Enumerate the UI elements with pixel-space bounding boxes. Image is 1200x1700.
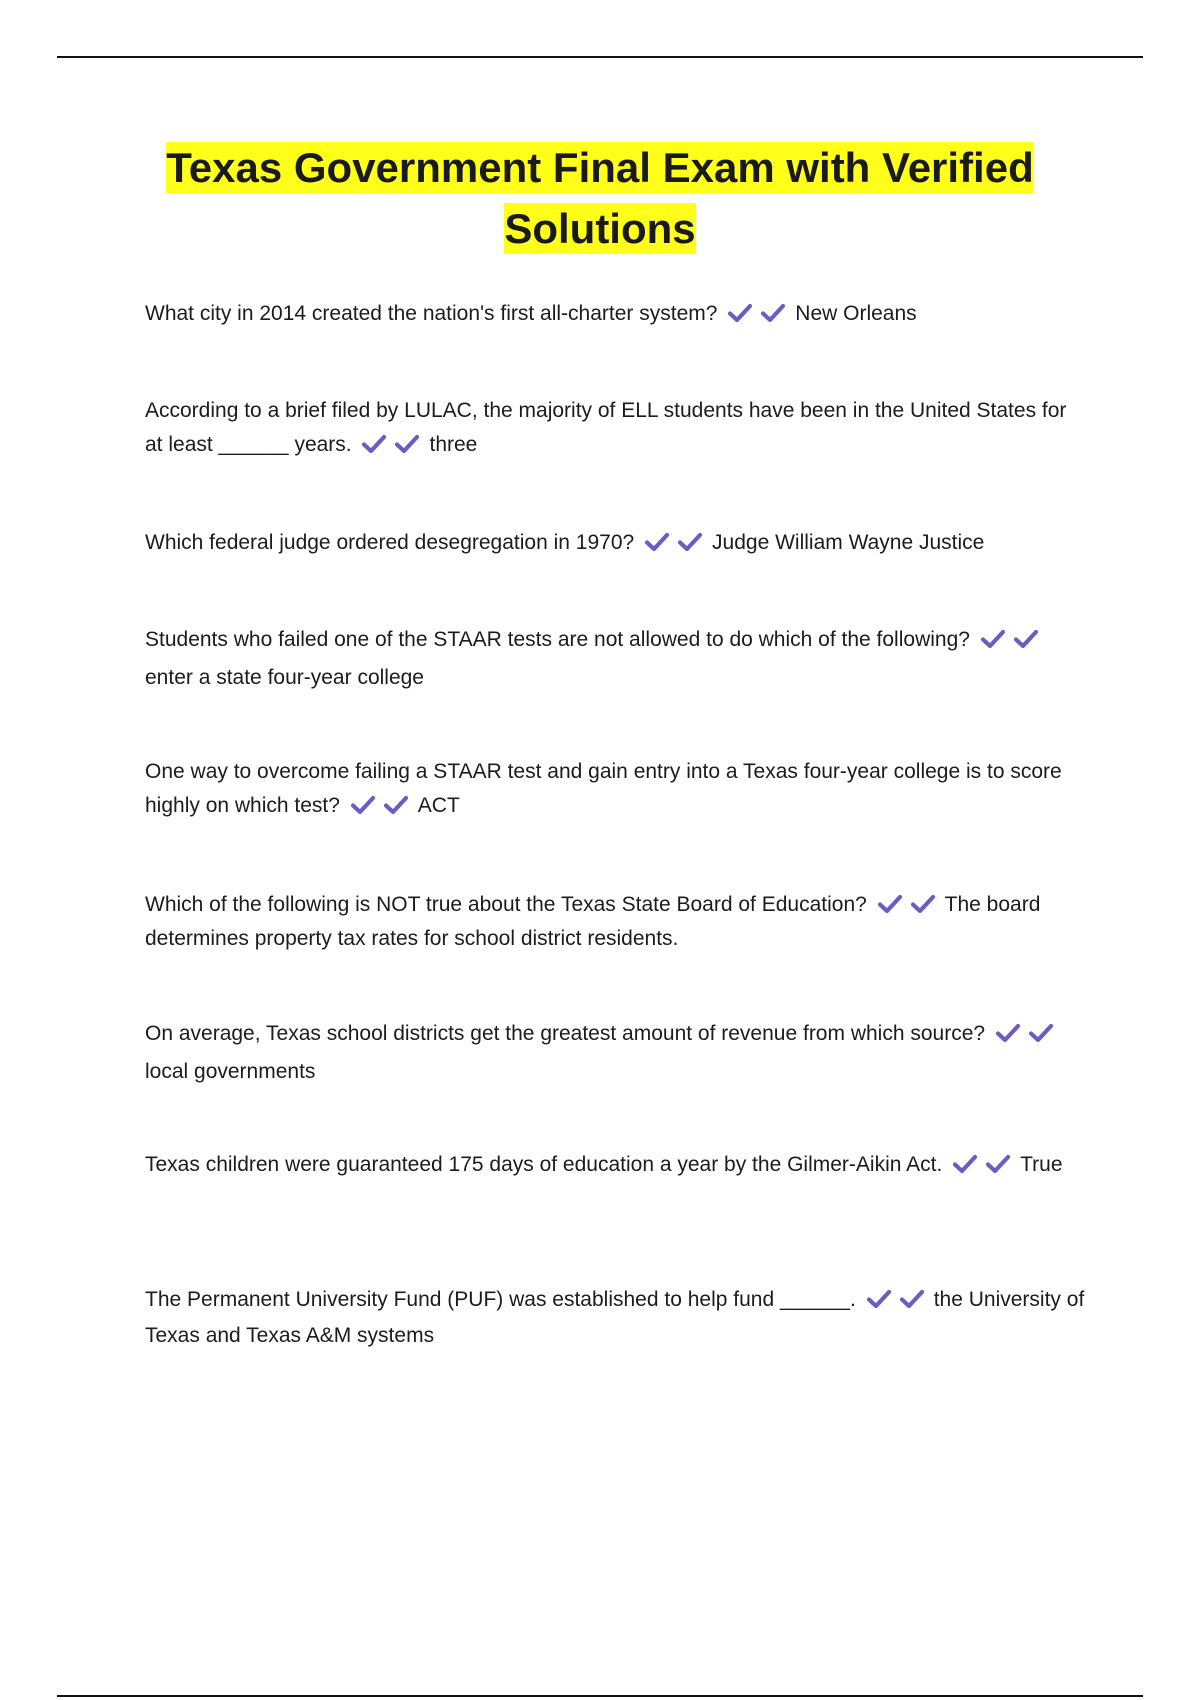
verified-checks — [727, 301, 793, 335]
qa-item — [145, 1148, 1085, 1186]
verified-checks — [952, 1152, 1018, 1186]
question-text: One way to overcome failing a STAAR test and gain entry into a Texas four-year college is to score highly on which test? — [145, 760, 1062, 817]
check-icon — [383, 794, 409, 816]
verified-checks — [361, 432, 427, 466]
answer-text: three — [429, 433, 478, 456]
question-text: On average, Texas school districts get the greatest amount of revenue from which source? — [145, 1022, 986, 1045]
check-icon — [1013, 628, 1039, 650]
check-icon — [760, 302, 786, 324]
question-text: Students who failed one of the STAAR tests are not allowed to do which of the following? — [145, 628, 970, 651]
check-icon — [677, 531, 703, 553]
verified-checks — [980, 627, 1046, 661]
check-icon — [877, 893, 903, 915]
verified-checks — [350, 793, 416, 827]
qa-item — [145, 526, 1085, 564]
question-text: Which of the following is NOT true about the Texas State Board of Education? — [145, 893, 867, 916]
check-icon — [995, 1022, 1021, 1044]
check-icon — [980, 628, 1006, 650]
check-icon — [866, 1288, 892, 1310]
answer-text: enter a state four-year college — [145, 666, 424, 689]
check-icon — [1028, 1022, 1054, 1044]
check-icon — [350, 794, 376, 816]
question-text: The Permanent University Fund (PUF) was established to help fund ______. — [145, 1288, 856, 1311]
question-text: Which federal judge ordered desegregation in 1970? — [145, 531, 635, 554]
check-icon — [394, 433, 420, 455]
answer-text: ACT — [417, 794, 460, 817]
answer-text: New Orleans — [795, 302, 917, 325]
question-text: According to a brief filed by LULAC, the majority of ELL students have been in the United States for at least ______ years. — [145, 399, 1067, 456]
qa-item — [145, 623, 1085, 695]
check-icon — [361, 433, 387, 455]
check-icon — [985, 1153, 1011, 1175]
check-icon — [899, 1288, 925, 1310]
answer-text: The board determines property tax rates for school district residents. — [145, 893, 1041, 950]
top-rule — [57, 56, 1143, 58]
question-text: Texas children were guaranteed 175 days of education a year by the Gilmer-Aikin Act. — [145, 1153, 943, 1176]
check-icon — [727, 302, 753, 324]
qa-item — [145, 755, 1085, 827]
verified-checks — [866, 1288, 932, 1320]
title-block — [100, 142, 1100, 264]
qa-item — [145, 890, 1085, 954]
check-icon — [644, 531, 670, 553]
qa-item — [145, 297, 1085, 335]
qa-item — [145, 1017, 1085, 1089]
question-text: What city in 2014 created the nation's first all-charter system? — [145, 302, 718, 325]
answer-text: the University of Texas and Texas A&M systems — [145, 1288, 1085, 1347]
check-icon — [910, 893, 936, 915]
answer-text: Judge William Wayne Justice — [712, 531, 985, 554]
verified-checks — [877, 893, 943, 924]
qa-item — [145, 394, 1085, 466]
bottom-rule — [57, 1695, 1143, 1697]
check-icon — [952, 1153, 978, 1175]
page-title: Texas Government Final Exam with Verified Solutions — [166, 144, 1034, 252]
verified-checks — [644, 530, 710, 564]
answer-text: local governments — [145, 1060, 316, 1083]
verified-checks — [995, 1021, 1061, 1055]
qa-item — [145, 1284, 1085, 1352]
answer-text: True — [1020, 1153, 1063, 1176]
